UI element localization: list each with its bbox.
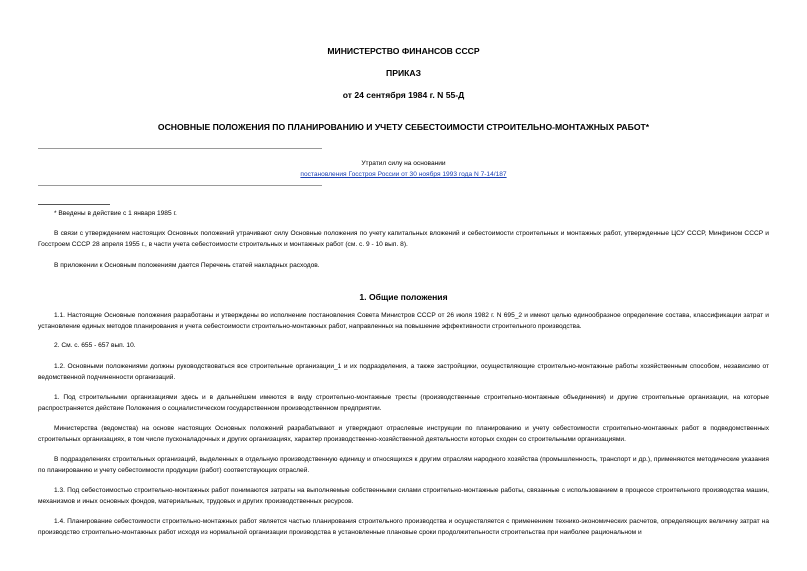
- section-paragraph: 2. См. с. 655 - 657 вып. 10.: [54, 342, 136, 349]
- section-paragraph: В подразделениях строительных организаций, выделенных в отдельную производственную единицу и относящихся к другим отраслям народного хозяйства (промышленность, транспорт и др.), применяются методические указания по планированию и учету себестоимости продукции (работ) соответствующих отраслей.: [38, 456, 769, 474]
- section-paragraph: Министерства (ведомства) на основе настоящих Основных положений разрабатывают и утверждают отраслевые инструкции по планированию и учету себестоимости строительно-монтажных работ в подведомственных строительных организациях, в том числе пусконаладочных и других организациях, характер производственно-хозяйственной деятельности которых сходен со строительными организациями.: [38, 425, 769, 443]
- section-heading: 1. Общие положения: [359, 292, 448, 302]
- section-paragraph: 1.3. Под себестоимостью строительно-монтажных работ понимаются затраты на выполняемые собственными силами строительно-монтажные работы, связанные с использованием в процессе строительного производства машин, механизмов и иных основных фондов, материальных, трудовых и других производственных ресурсов.: [38, 487, 769, 505]
- status-note: Утратил силу на основании: [361, 160, 446, 167]
- footnote-separator: [38, 204, 110, 205]
- document-date-number: от 24 сентября 1984 г. N 55-Д: [342, 90, 465, 100]
- repeal-decree-link[interactable]: постановления Госстроя России от 30 ноября 1993 года N 7-14/187: [300, 171, 507, 178]
- footnote: * Введены в действие с 1 января 1985 г.: [54, 210, 177, 217]
- section-paragraph: 1.2. Основными положениями должны руководствоваться все строительные организации_1 и их подразделения, а также застройщики, осуществляющие строительно-монтажные работы хозяйственным способом, независимо от ведомственной подчиненности организаций.: [38, 363, 769, 381]
- status-note-link-line: [0, 170, 807, 179]
- ministry-name: МИНИСТЕРСТВО ФИНАНСОВ СССР: [327, 46, 480, 56]
- divider-bottom: [38, 185, 322, 186]
- intro-paragraph: В приложении к Основным положениям дается Перечень статей накладных расходов.: [54, 262, 320, 269]
- divider-top: [38, 148, 322, 149]
- section-paragraph: 1. Под строительными организациями здесь и в дальнейшем имеются в виду строительно-монтажные тресты (производственные строительно-монтажные объединения) и другие строительные организации, на которые распространяется действие Положения о социалистическом государственном производственном предприятии.: [38, 394, 769, 412]
- document-type: ПРИКАЗ: [386, 68, 421, 78]
- intro-paragraph: В связи с утверждением настоящих Основных положений утрачивают силу Основные положения по учету капитальных вложений и себестоимости строительных и монтажных работ, утвержденные ЦСУ СССР, Минфином СССР и Госстроем СССР 28 апреля 1955 г., в части учета себестоимости строительных и монтажных работ (см. с. 9 - 10 вып. 8).: [38, 230, 769, 248]
- document-title: ОСНОВНЫЕ ПОЛОЖЕНИЯ ПО ПЛАНИРОВАНИЮ И УЧЕТУ СЕБЕСТОИМОСТИ СТРОИТЕЛЬНО-МОНТАЖНЫХ РАБОТ*: [157, 122, 650, 132]
- section-paragraph: 1.4. Планирование себестоимости строительно-монтажных работ является частью планирования строительного производства и осуществляется с применением технико-экономических расчетов, определяющих величину затрат на производство строительно-монтажных работ исходя из нормальной организации производства в установленные плановые сроки продолжительности строительства при наиболее рациональном и: [38, 518, 769, 536]
- section-paragraph: 1.1. Настоящие Основные положения разработаны и утверждены во исполнение постановления Совета Министров СССР от 26 июля 1982 г. N 695_2 и имеют целью единообразное определение состава, классификации затрат и установление единых методов планирования и учета себестоимости строительно-монтажных работ, направленных на повышение эффективности строительного производства.: [38, 312, 769, 330]
